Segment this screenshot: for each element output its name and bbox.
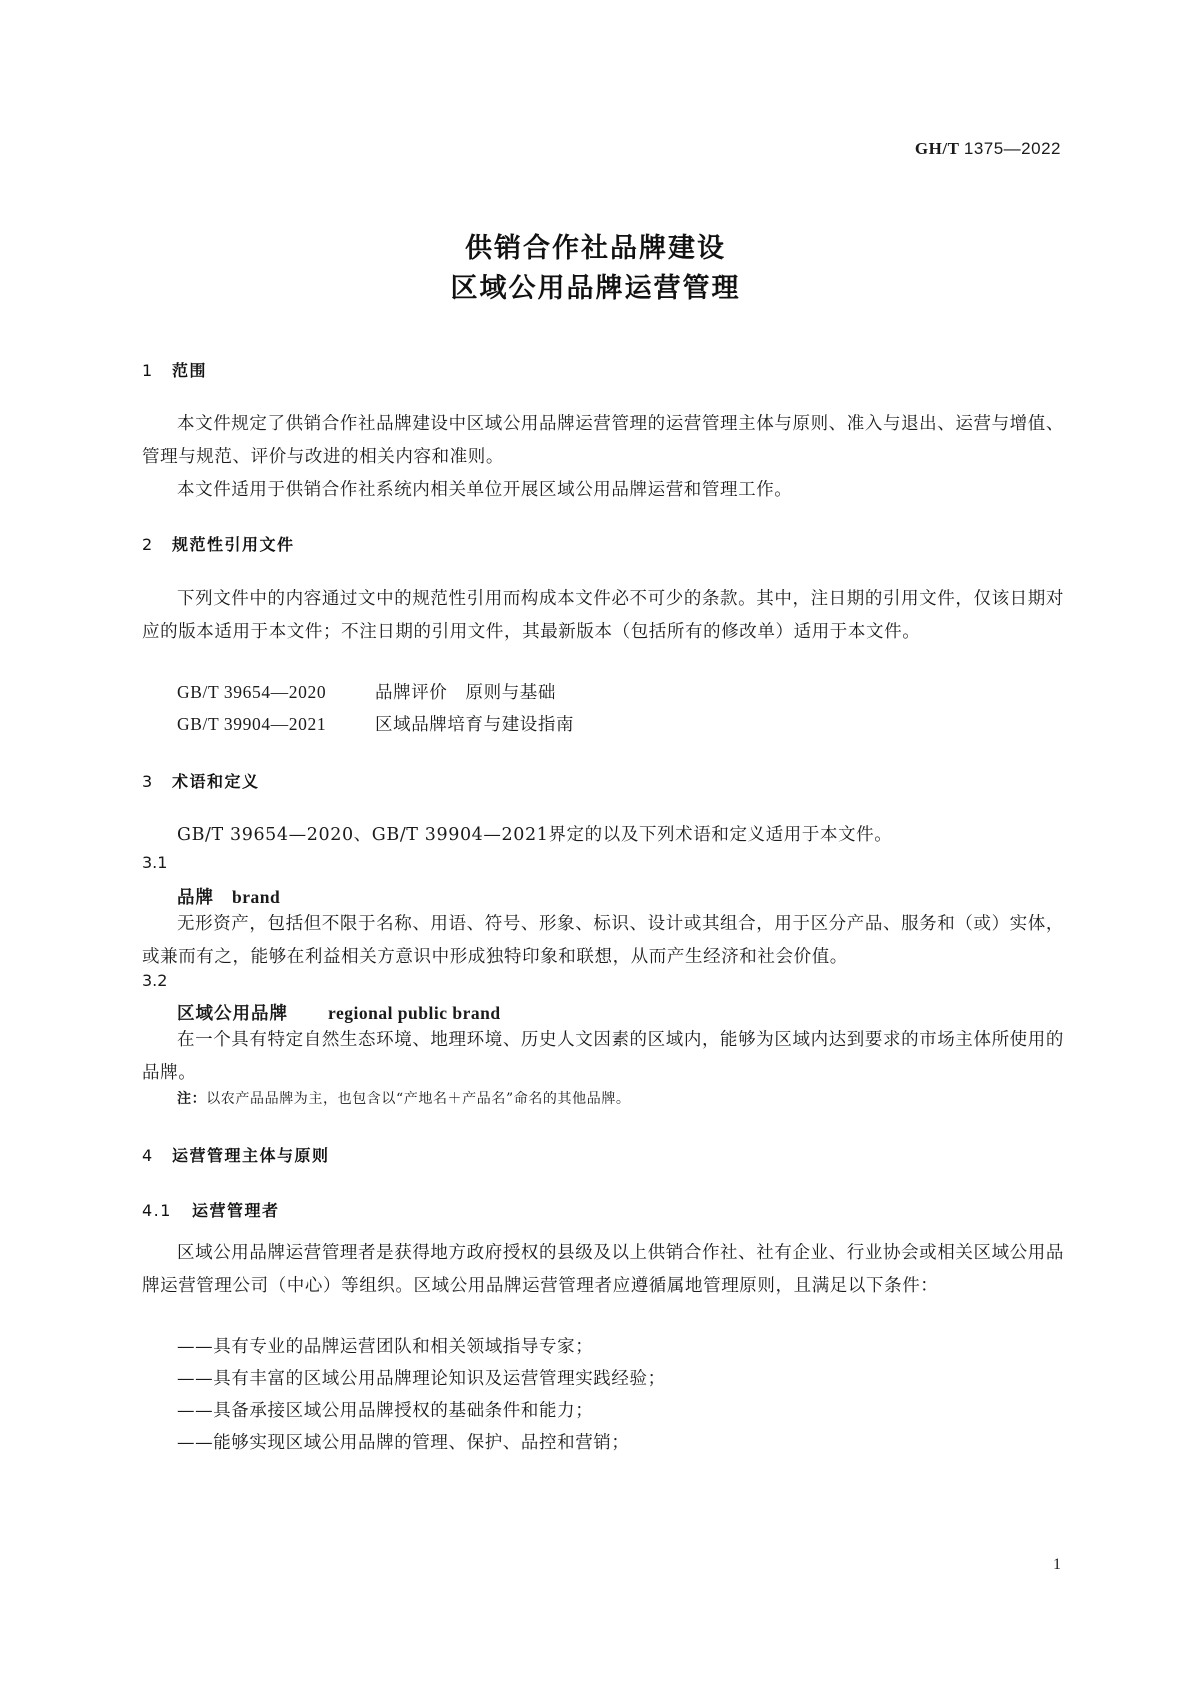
term-zh: 区域公用品牌	[177, 1004, 288, 1024]
reference-code: GB/T 39904—2021	[177, 714, 327, 734]
document-title-line-1: 供销合作社品牌建设	[465, 233, 726, 264]
section-title: 术语和定义	[172, 772, 260, 791]
reference-title: 品牌评价 原则与基础	[375, 683, 556, 703]
document-title-line-2: 区域公用品牌运营管理	[450, 273, 741, 304]
reference-code: GB/T 39654—2020	[177, 682, 327, 702]
section-title: 运营管理者	[192, 1201, 280, 1220]
reference-item	[177, 679, 556, 704]
term-definition: 无形资产，包括但不限于名称、用语、符号、形象、标识、设计或其组合，用于区分产品、服务和（或）实体，或兼而有之，能够在利益相关方意识中形成独特印象和联想，从而产生经济和社会价值。	[142, 914, 1064, 967]
term-number: 3.1	[142, 853, 168, 872]
list-item: ——具备承接区域公用品牌授权的基础条件和能力；	[177, 1401, 594, 1421]
section-number: 2	[142, 535, 154, 554]
section-1-paragraph-2: 本文件适用于供销合作社系统内相关单位开展区域公用品牌运营和管理工作。	[177, 480, 793, 500]
term-title	[177, 884, 280, 909]
section-4-heading	[142, 1143, 330, 1166]
section-number: 1	[142, 361, 154, 380]
section-3-paragraph-1: GB/T 39654—2020、GB/T 39904—2021界定的以及下列术语和定义适用于本文件。	[177, 825, 893, 845]
section-title: 规范性引用文件	[172, 535, 295, 554]
list-item: ——能够实现区域公用品牌的管理、保护、品控和营销；	[177, 1433, 630, 1453]
term-number: 3.2	[142, 971, 168, 990]
note-label: 注：	[177, 1091, 207, 1107]
section-number: 4	[142, 1146, 154, 1165]
section-2-heading	[142, 532, 295, 555]
section-2-paragraph-1: 下列文件中的内容通过文中的规范性引用而构成本文件必不可少的条款。其中，注日期的引用文件，仅该日期对应的版本适用于本文件；不注日期的引用文件，其最新版本（包括所有的修改单）适用于本文件。	[142, 589, 1064, 642]
standard-code	[915, 139, 1061, 159]
term-en: brand	[232, 887, 281, 907]
list-item: ——具有丰富的区域公用品牌理论知识及运营管理实践经验；	[177, 1369, 666, 1389]
section-number: 3	[142, 772, 154, 791]
list-item: ——具有专业的品牌运营团队和相关领域指导专家；	[177, 1337, 594, 1357]
section-1-paragraph-1: 本文件规定了供销合作社品牌建设中区域公用品牌运营管理的运营管理主体与原则、准入与退出、运营与增值、管理与规范、评价与改进的相关内容和准则。	[142, 414, 1064, 467]
term-note	[177, 1088, 631, 1108]
section-1-heading	[142, 358, 207, 381]
section-title: 运营管理主体与原则	[172, 1146, 330, 1165]
page-number: 1	[1053, 1556, 1061, 1573]
term-definition: 在一个具有特定自然生态环境、地理环境、历史人文因素的区域内，能够为区域内达到要求的市场主体所使用的品牌。	[142, 1030, 1064, 1083]
section-4-1-heading	[142, 1198, 280, 1221]
term-title	[177, 1000, 501, 1025]
reference-item	[177, 711, 574, 736]
section-title: 范围	[172, 361, 208, 380]
reference-title: 区域品牌培育与建设指南	[375, 715, 575, 735]
section-4-1-paragraph-1: 区域公用品牌运营管理者是获得地方政府授权的县级及以上供销合作社、社有企业、行业协会或相关区域公用品牌运营管理公司（中心）等组织。区域公用品牌运营管理者应遵循属地管理原则，且满足以下条件：	[142, 1243, 1064, 1296]
note-text: 以农产品品牌为主，也包含以“产地名＋产品名”命名的其他品牌。	[206, 1091, 631, 1107]
standard-code-number: 1375—2022	[963, 139, 1061, 158]
section-3-heading	[142, 769, 260, 792]
standard-code-prefix: GH/T	[914, 139, 960, 158]
term-en: regional public brand	[328, 1003, 501, 1023]
term-zh: 品牌	[177, 888, 214, 908]
section-number: 4.1	[142, 1201, 172, 1220]
